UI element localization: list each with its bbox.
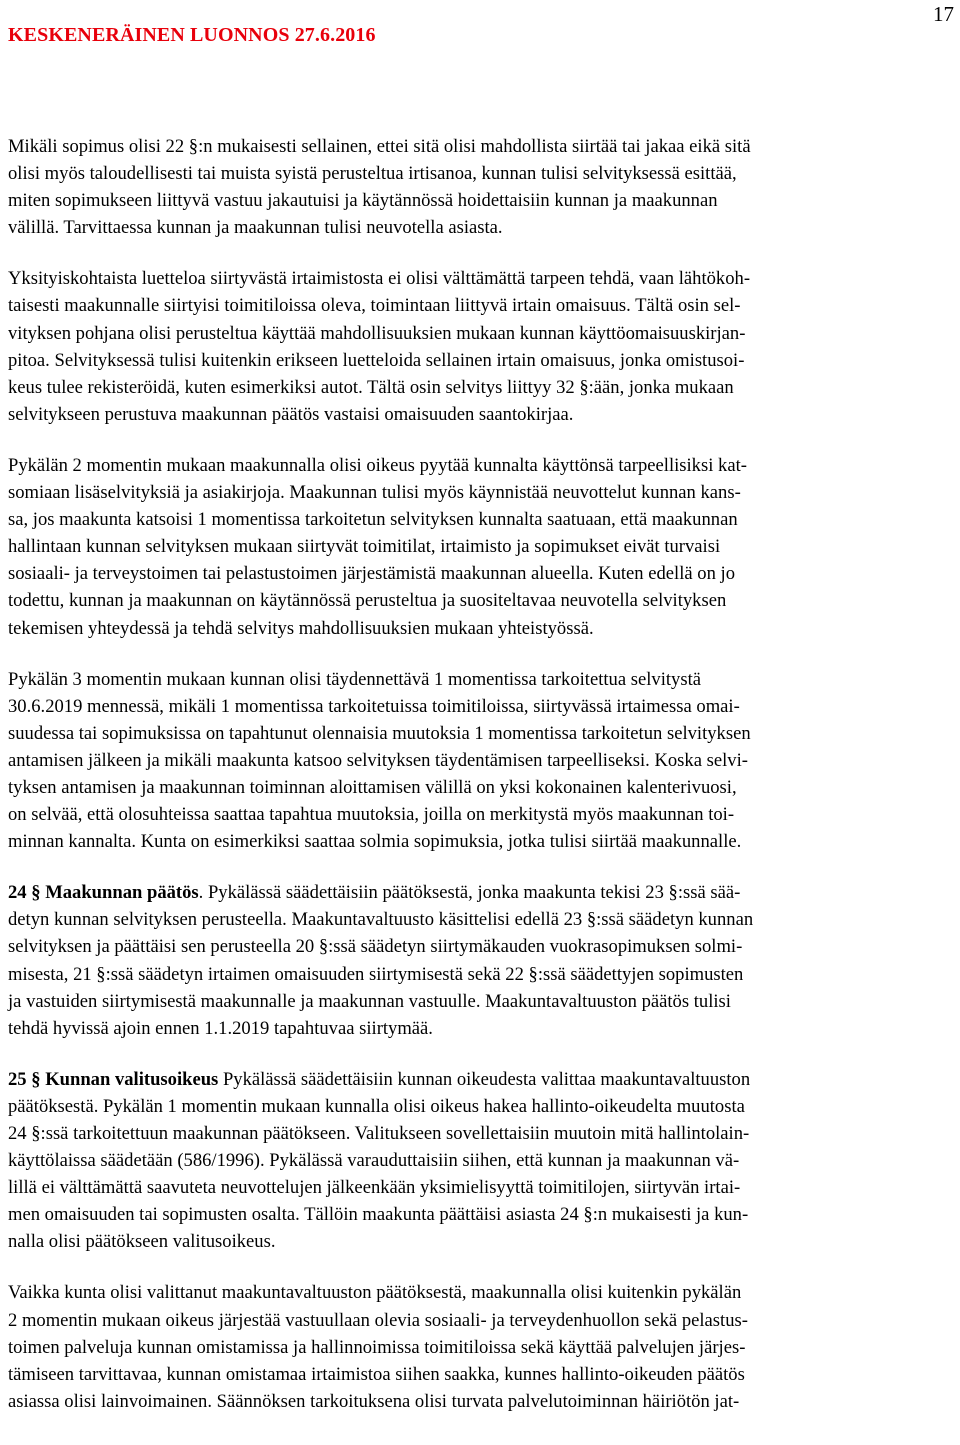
- paragraph: [8, 666, 954, 856]
- paragraph: [8, 879, 954, 1042]
- text-line: vityksen pohjana olisi perusteltua käyttää mahdollisuuksien mukaan kunnan käyttöomaisuuskirjan-: [8, 322, 746, 344]
- text-line: sa, jos maakunta katsoisi 1 momentissa tarkoitetun selvityksen kunnalta saatuaan, että maakunnan: [8, 509, 738, 531]
- text-line: detyn kunnan selvityksen perusteella. Maakuntavaltuusto käsittelisi edellä 23 §:ssä säädetyn kunnan: [8, 909, 754, 931]
- text-line: Pykälän 3 momentin mukaan kunnan olisi täydennettävä 1 momentissa tarkoitettua selvitystä: [8, 668, 701, 690]
- text-line: päätöksestä. Pykälän 1 momentin mukaan kunnalla olisi oikeus hakea hallinto-oikeudelta muutosta: [8, 1095, 745, 1117]
- text-line: 2 momentin mukaan oikeus järjestää vastuullaan olevia sosiaali- ja terveydenhuollon sekä pelastus-: [8, 1309, 748, 1331]
- text-line: on selvää, että olosuhteissa saattaa tapahtua muutoksia, joilla on merkitystä myös maakunnan toi-: [8, 804, 735, 826]
- text-line: sosiaali- ja terveystoimen tai pelastustoimen järjestämistä maakunnan alueella. Kuten edellä on jo: [8, 563, 735, 585]
- paragraph: [8, 1066, 954, 1256]
- section-heading: 24 § Maakunnan päätös: [8, 882, 199, 904]
- text-line: miten sopimukseen liittyvä vastuu jakautuisi ja käytännössä hoidettaisiin kunnan ja maakunnan: [8, 190, 718, 212]
- text-line: Mikäli sopimus olisi 22 §:n mukaisesti sellainen, ettei sitä olisi mahdollista siirtää tai jakaa eikä sitä: [8, 136, 751, 157]
- draft-label: KESKENERÄINEN LUONNOS 27.6.2016: [8, 24, 376, 46]
- text-line: 30.6.2019 mennessä, mikäli 1 momentissa tarkoitetuissa toimitiloissa, siirtyvässä irtaimessa omai-: [8, 695, 740, 717]
- text-line: välillä. Tarvittaessa kunnan ja maakunnan tulisi neuvotella asiasta.: [8, 217, 503, 239]
- text-line: Pykälän 2 momentin mukaan maakunnalla olisi oikeus pyytää kunnalta käyttönsä tarpeellisiksi kat-: [8, 454, 747, 476]
- text-line: tyksen antamisen ja maakunnan toiminnan aloittamisen välillä on yksi kokonainen kalenterivuosi,: [8, 776, 737, 798]
- paragraph: [8, 452, 954, 642]
- text-line: Vaikka kunta olisi valittanut maakuntavaltuuston päätöksestä, maakunnalla olisi kuitenkin pykälän: [8, 1282, 742, 1304]
- paragraph: [8, 1279, 954, 1414]
- text-line: pitoa. Selvityksessä tulisi kuitenkin erikseen luetteloida sellainen irtain omaisuus, jonka omistusoi-: [8, 349, 745, 371]
- paragraph: [8, 265, 954, 428]
- text-line: keus tulee rekisteröidä, kuten esimerkiksi autot. Tältä osin selvitys liittyy 32 §:ään, jonka mukaan: [8, 376, 734, 398]
- text-line: . Pykälässä säädettäisiin päätöksestä, jonka maakunta tekisi 23 §:ssä sää-: [198, 882, 741, 904]
- text-line: 24 §:ssä tarkoitettuun maakunnan päätökseen. Valitukseen sovellettaisiin muutoin mitä hallintolain-: [8, 1123, 750, 1144]
- text-line: misesta, 21 §:ssä säädetyn irtaimen omaisuuden siirtymisestä sekä 22 §:ssä säädettyjen sopimusten: [8, 963, 744, 985]
- paragraph: [8, 133, 954, 241]
- text-line: käyttölaissa säädetään (586/1996). Pykälässä varauduttaisiin siihen, että kunnan ja maakunnan vä-: [8, 1150, 740, 1172]
- text-line: olisi myös taloudellisesti tai muista syistä perusteltua irtisanoa, kunnan tulisi selvityksessä esittää,: [8, 163, 737, 185]
- text-line: asiassa olisi lainvoimainen. Säännöksen tarkoituksena olisi turvata palvelutoiminnan häiriötön jat-: [8, 1390, 740, 1412]
- document-body: [8, 133, 954, 1439]
- text-line: lillä ei välttämättä saavuteta neuvottelujen jälkeenkään yksimielisyyttä toimitilojen, siirtyvän irtai-: [8, 1177, 741, 1199]
- section-heading: 25 § Kunnan valitusoikeus: [8, 1068, 219, 1090]
- text-line: Yksityiskohtaista luetteloa siirtyvästä irtaimistosta ei olisi välttämättä tarpeen tehdä, vaan lähtökoh-: [8, 268, 751, 290]
- page-number: 17: [933, 2, 954, 26]
- text-line: antamisen jälkeen ja mikäli maakunta katsoo selvityksen täydentämisen tarpeelliseksi. Koska selvi-: [8, 749, 748, 771]
- text-line: Pykälässä säädettäisiin kunnan oikeudesta valittaa maakuntavaltuuston: [218, 1068, 751, 1090]
- text-line: selvityksen ja päättäisi sen perusteella 20 §:ssä säädetyn siirtymäkauden vuokrasopimuksen solmi-: [8, 936, 743, 958]
- text-line: nalla olisi päätökseen valitusoikeus.: [8, 1231, 276, 1253]
- text-line: selvitykseen perustuva maakunnan päätös vastaisi omaisuuden saantokirjaa.: [8, 403, 574, 425]
- text-line: men omaisuuden tai sopimusten osalta. Tällöin maakunta päättäisi asiasta 24 §:n mukaisesti ja kun-: [8, 1204, 749, 1226]
- text-line: somiaan lisäselvityksiä ja asiakirjoja. Maakunnan tulisi myös käynnistää neuvottelut kunnan kans-: [8, 482, 741, 504]
- text-line: tekemisen yhteydessä ja tehdä selvitys mahdollisuuksien mukaan yhteistyössä.: [8, 617, 594, 639]
- text-line: minnan kannalta. Kunta on esimerkiksi saattaa solmia sopimuksia, jotka tulisi siirtää maakunnalle.: [8, 831, 742, 853]
- text-line: todettu, kunnan ja maakunnan on käytännössä perusteltua ja suositeltavaa neuvotella selvityksen: [8, 590, 727, 612]
- text-line: toimen palveluja kunnan omistamissa ja hallinnoimissa toimitiloissa sekä käyttää palvelujen järjes-: [8, 1336, 746, 1358]
- text-line: tämiseen tarvittavaa, kunnan omistamaa irtaimistoa siihen saakka, kunnes hallinto-oikeuden päätös: [8, 1363, 745, 1385]
- text-line: hallintaan kunnan selvityksen mukaan siirtyvät toimitilat, irtaimisto ja sopimukset eivät turvaisi: [8, 536, 721, 558]
- text-line: ja vastuiden siirtymisestä maakunnalle ja maakunnan vastuulle. Maakuntavaltuuston päätös tulisi: [8, 990, 731, 1012]
- text-line: taisesti maakunnalle siirtyisi toimitiloissa oleva, toimintaan liittyvä irtain omaisuus. Tältä osin sel-: [8, 295, 741, 317]
- text-line: tehdä hyvissä ajoin ennen 1.1.2019 tapahtuvaa siirtymää.: [8, 1017, 433, 1039]
- text-line: suudessa tai sopimuksissa on tapahtunut olennaisia muutoksia 1 momentissa tarkoitetun selvityksen: [8, 722, 751, 744]
